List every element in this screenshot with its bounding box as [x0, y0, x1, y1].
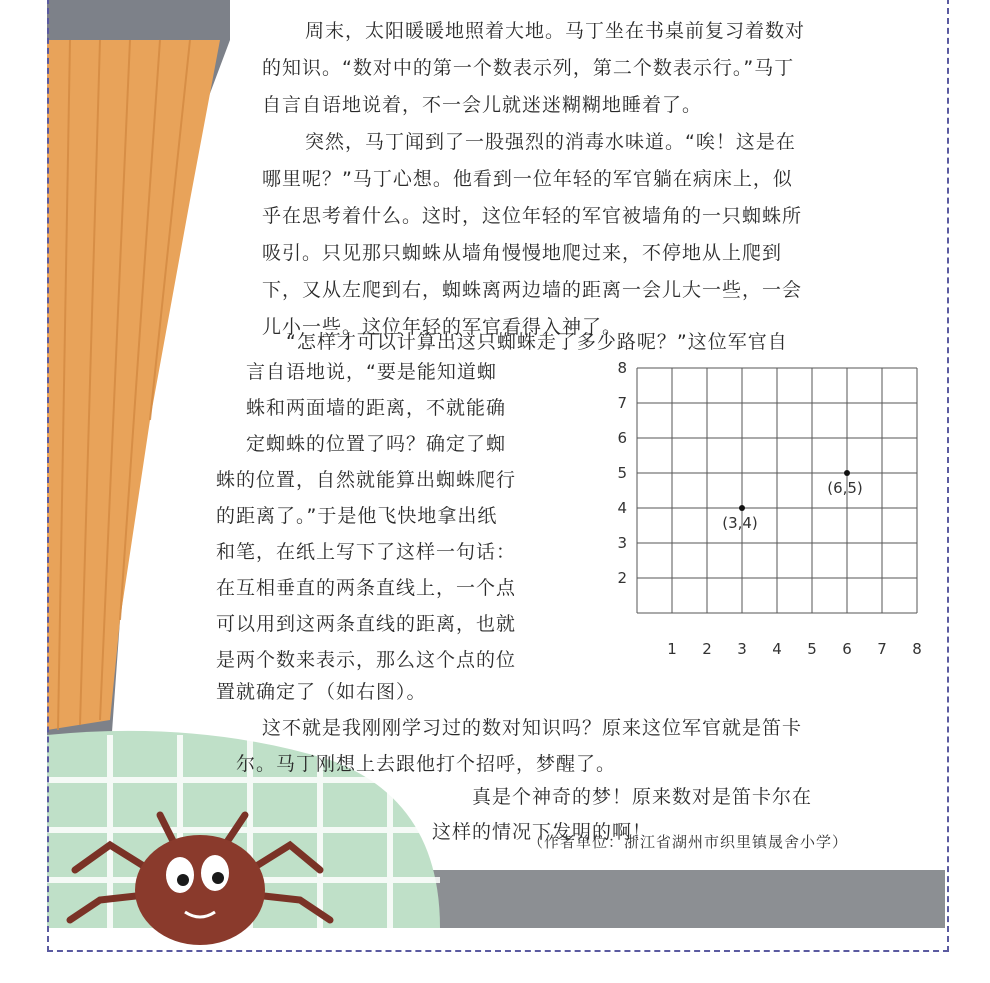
- text-line: 尔。马丁刚想上去跟他打个招呼，梦醒了。: [236, 753, 617, 775]
- text-line: 这样的情况下发明的啊！: [432, 821, 653, 843]
- y-tick-label: 8: [617, 359, 627, 377]
- y-tick-label: 3: [617, 534, 627, 552]
- text-line: 真是个神奇的梦！原来数对是笛卡尔在: [472, 786, 813, 808]
- x-tick-label: 4: [772, 640, 782, 658]
- y-tick-label: 5: [617, 464, 627, 482]
- x-tick-label: 6: [842, 640, 852, 658]
- text-line: “怎样才可以计算出这只蜘蛛走了多少路呢？”这位军官自: [286, 331, 788, 353]
- text-line: 蛛和两面墙的距离，不就能确: [246, 397, 507, 419]
- text-line: 可以用到这两条直线的距离，也就: [216, 613, 517, 635]
- coordinate-grid: [612, 359, 922, 668]
- y-tick-label: 7: [617, 394, 627, 412]
- text-line: 的距离了。”于是他飞快地拿出纸: [216, 505, 498, 527]
- x-tick-label: 3: [737, 640, 747, 658]
- text-line: 定蜘蛛的位置了吗？确定了蜘: [246, 433, 507, 455]
- text-line: 吸引。只见那只蜘蛛从墙角慢慢地爬过来，不停地从上爬到: [262, 242, 783, 264]
- text-line: 周末，太阳暖暖地照着大地。马丁坐在书桌前复习着数对: [305, 20, 806, 42]
- text-line: 言自语地说，“要是能知道蜘: [246, 361, 497, 383]
- text-line: 置就确定了（如右图）。: [216, 681, 427, 703]
- text-line: 乎在思考着什么。这时，这位年轻的军官被墙角的一只蜘蛛所: [262, 205, 803, 227]
- author-affiliation: （作者单位：浙江省湖州市织里镇晟舍小学）: [528, 833, 849, 851]
- y-tick-label: 2: [617, 569, 627, 587]
- y-tick-label: 4: [617, 499, 627, 517]
- y-tick-label: 6: [617, 429, 627, 447]
- x-tick-label: 1: [667, 640, 677, 658]
- text-line: 突然，马丁闻到了一股强烈的消毒水味道。“唉！这是在: [305, 131, 796, 153]
- text-line: 自言自语地说着，不一会儿就迷迷糊糊地睡着了。: [262, 94, 703, 116]
- coordinate-grid-figure: [612, 359, 922, 668]
- text-line: 在互相垂直的两条直线上，一个点: [216, 577, 517, 599]
- text-line: 哪里呢？”马丁心想。他看到一位年轻的军官躺在病床上，似: [262, 168, 793, 190]
- x-tick-label: 5: [807, 640, 817, 658]
- text-line: 儿小一些。这位年轻的军官看得入神了。: [262, 316, 623, 338]
- x-tick-label: 8: [912, 640, 922, 658]
- x-tick-label: 2: [702, 640, 712, 658]
- point-label: (6,5): [827, 479, 863, 497]
- x-tick-label: 7: [877, 640, 887, 658]
- text-line: 这不就是我刚刚学习过的数对知识吗？原来这位军官就是笛卡: [262, 717, 803, 739]
- grid-point: [739, 505, 745, 511]
- text-line: 蛛的位置，自然就能算出蜘蛛爬行: [216, 469, 517, 491]
- text-line: 是两个数来表示，那么这个点的位: [216, 649, 517, 671]
- text-line: 的知识。“数对中的第一个数表示列，第二个数表示行。”马丁: [262, 57, 795, 79]
- text-line: 和笔，在纸上写下了这样一句话：: [216, 541, 517, 563]
- grid-point: [844, 470, 850, 476]
- point-label: (3,4): [722, 514, 758, 532]
- text-line: 下，又从左爬到右，蜘蛛离两边墙的距离一会儿大一些，一会: [262, 279, 803, 301]
